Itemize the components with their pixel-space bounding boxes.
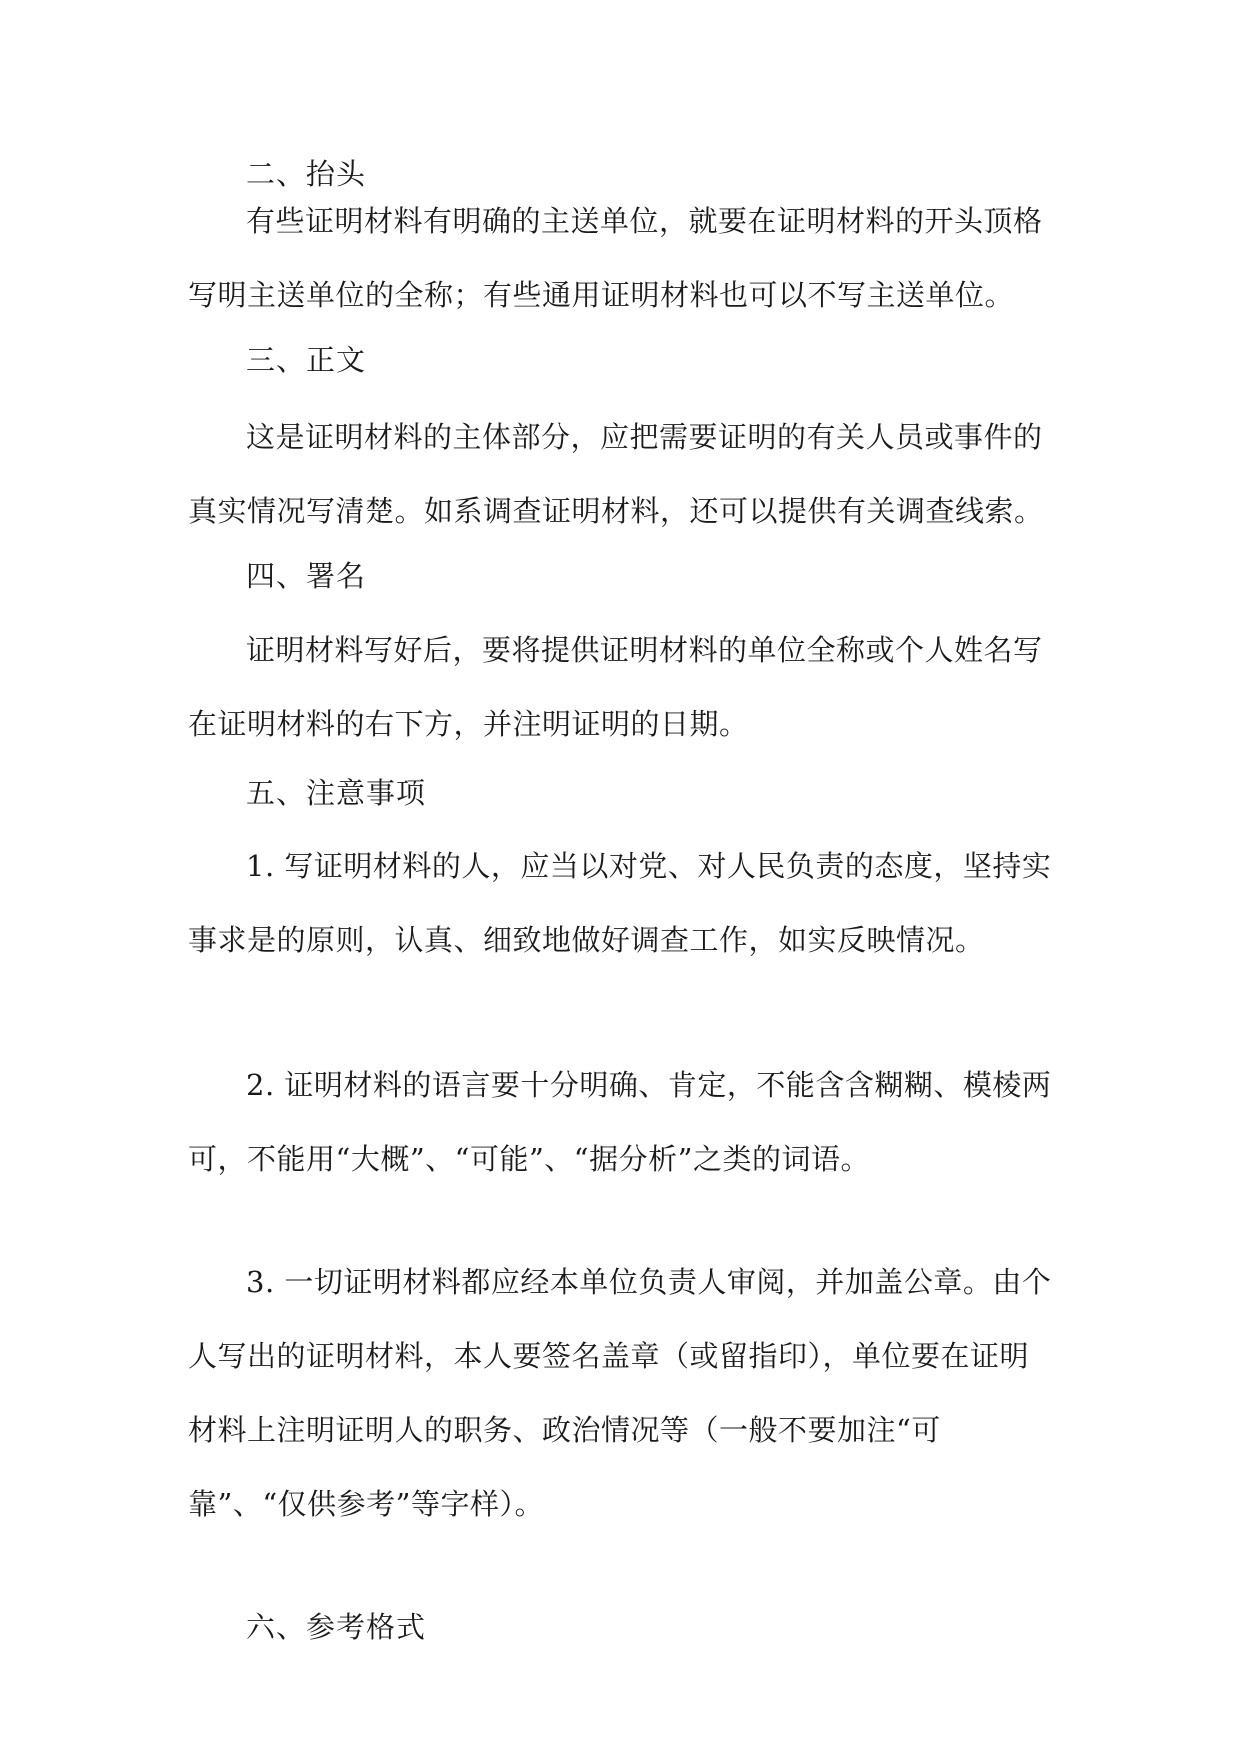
section-heading-signature: 四、署名 (246, 559, 367, 593)
paragraph-text: 有些证明材料有明确的主送单位，就要在证明材料的开头顶格写明主送单位的全称；有些通用证明材料也可以不写主送单位。 (188, 204, 1043, 312)
paragraph-text: 3. 一切证明材料都应经本单位负责人审阅，并加盖公章。由个人写出的证明材料，本人要签名盖章（或留指印），单位要在证明材料上注明证明人的职务、政治情况等（一般不要加注“可靠”、“仅供参考”等字样）。 (188, 1265, 1052, 1521)
paragraph-text: 这是证明材料的主体部分，应把需要证明的有关人员或事件的真实情况写清楚。如系调查证明材料，还可以提供有关调查线索。 (188, 420, 1044, 528)
paragraph-letterhead (188, 184, 1058, 332)
section-heading-notes: 五、注意事项 (246, 776, 427, 810)
paragraph-note-3 (188, 1245, 1058, 1541)
section-heading-letterhead: 二、抬头 (246, 157, 367, 191)
paragraph-text: 1. 写证明材料的人，应当以对党、对人民负责的态度，坚持实事求是的原则，认真、细致地做好调查工作，如实反映情况。 (188, 849, 1052, 957)
paragraph-note-2 (188, 1048, 1058, 1196)
paragraph-signature (188, 613, 1058, 761)
paragraph-body (188, 400, 1058, 548)
section-heading-reference-format: 六、参考格式 (246, 1610, 427, 1644)
paragraph-text: 证明材料写好后，要将提供证明材料的单位全称或个人姓名写在证明材料的右下方，并注明证明的日期。 (188, 633, 1043, 741)
section-heading-body: 三、正文 (246, 343, 367, 377)
paragraph-note-1 (188, 829, 1058, 977)
paragraph-text: 2. 证明材料的语言要十分明确、肯定，不能含含糊糊、模棱两可，不能用“大概”、“可能”、“据分析”之类的词语。 (188, 1068, 1052, 1176)
